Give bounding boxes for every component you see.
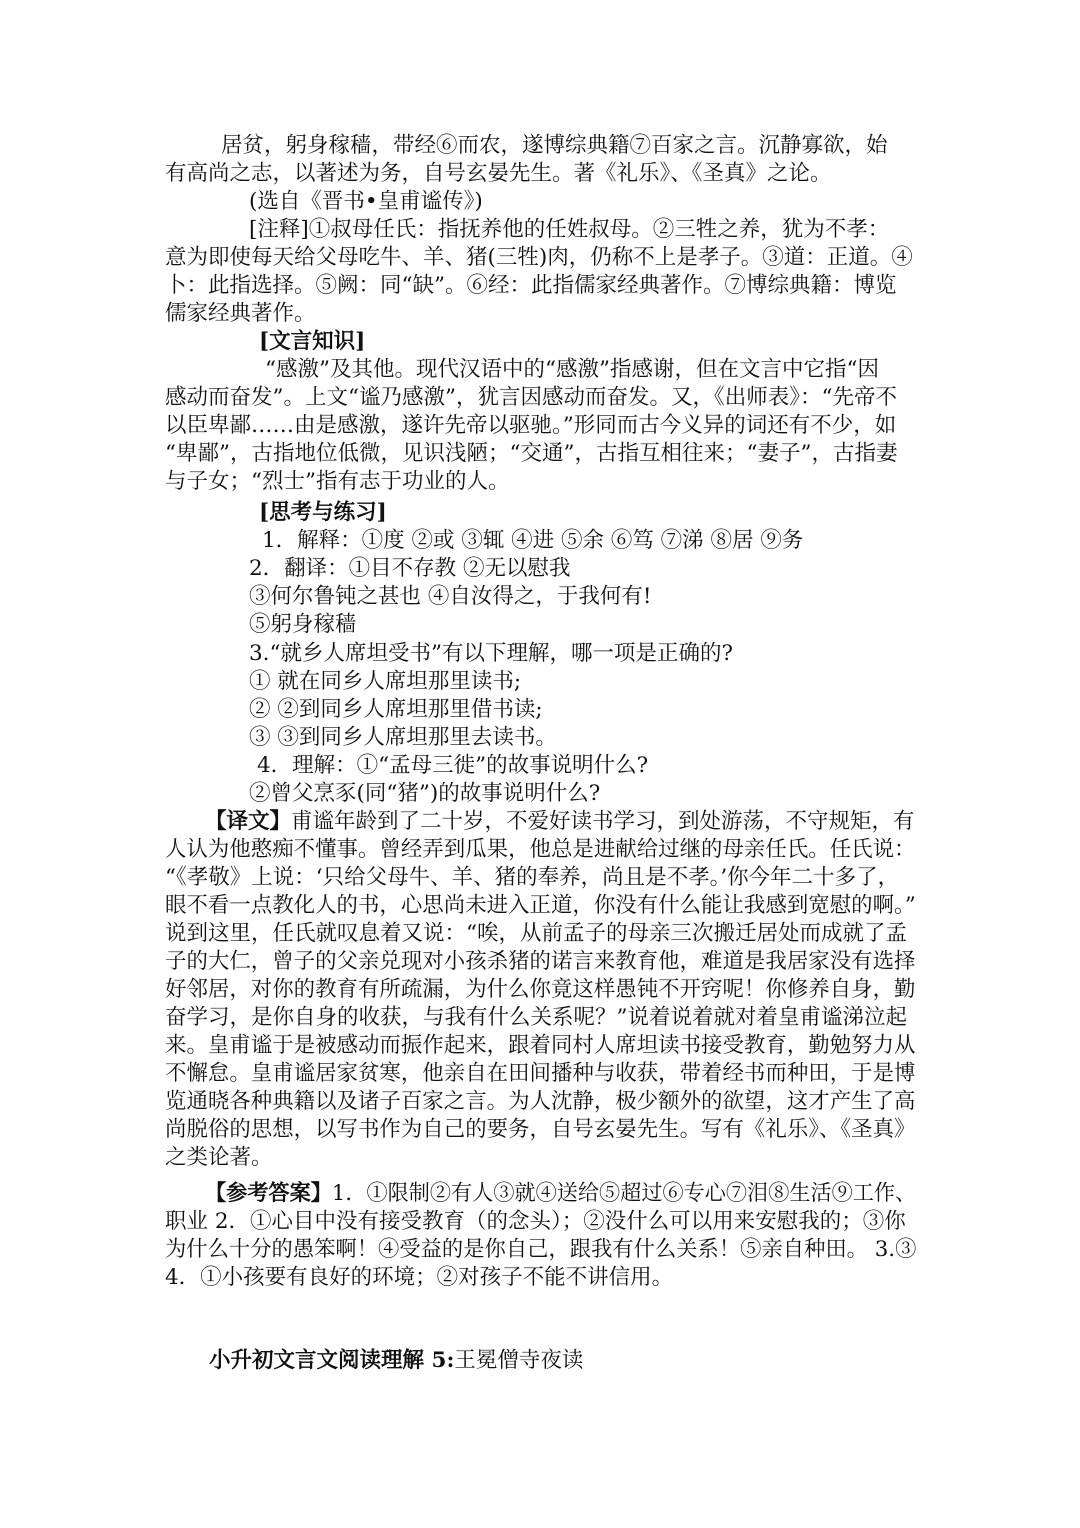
- answers-label: 【参考答案】: [205, 1181, 332, 1206]
- answers-line: 4．①小孩要有良好的环境；②对孩子不能不讲信用。: [165, 1265, 674, 1290]
- answers-line: 为什么十分的愚笨啊！④受益的是你自己，跟我有什么关系！⑤亲自种田。 3.③: [165, 1237, 917, 1262]
- knowledge-line: 以臣卑鄙……由是感激，遂许先帝以驱驰。”形同而古今义异的词还有不少，如: [165, 413, 897, 438]
- exercise-line: 2．翻译：①目不存教 ②无以慰我: [249, 556, 571, 581]
- notes-line: 卜：此指选择。⑤阙：同“缺”。⑥经：此指儒家经典著作。⑦博综典籍：博览: [165, 273, 897, 298]
- exercise-line: ③ ③到同乡人席坦那里去读书。: [249, 725, 557, 750]
- knowledge-line: “感激”及其他。现代汉语中的“感激”指感谢，但在文言中它指“因: [265, 357, 879, 382]
- passage-line: 居贫，躬身稼穑，带经⑥而农，遂博综典籍⑦百家之言。沉静寡欲，始: [221, 133, 888, 158]
- exercise-line: ① 就在同乡人席坦那里读书;: [249, 669, 522, 694]
- section-title: [209, 1346, 583, 1375]
- passage-line: 有高尚之志，以著述为务，自号玄晏先生。著《礼乐》、《圣真》之论。: [165, 161, 832, 186]
- translation-line: 览通晓各种典籍以及诸子百家之言。为人沈静，极少额外的欲望，这才产生了高: [165, 1089, 916, 1114]
- notes-line: [注释]①叔母任氏：指抚养他的任姓叔母。②三牲之养，犹为不孝：: [249, 217, 890, 242]
- answers-line: [205, 1179, 916, 1208]
- translation-line: 奋学习，是你自身的收获，与我有什么关系呢？”说着说着就对着皇甫谧涕泣起: [165, 1005, 907, 1030]
- translation-line: 人认为他憨痴不懂事。曾经弄到瓜果，他总是进献给过继的母亲任氏。任氏说：: [165, 837, 916, 862]
- notes-line: 儒家经典著作。: [165, 301, 316, 326]
- translation-line: “《孝敬》上说：‘只给父母牛、羊、猪的奉养，尚且是不孝。’你今年二十多了，: [165, 865, 900, 890]
- translation-line: 来。皇甫谧于是被感动而振作起来，跟着同村人席坦读书接受教育，勤勉努力从: [165, 1033, 916, 1058]
- translation-line: 子的大仁，曾子的父亲兑现对小孩杀猪的诺言来教育他，难道是我居家没有选择: [165, 949, 916, 974]
- answers-line: 职业 2．①心目中没有接受教育（的念头）；②没什么可以用来安慰我的；③你: [165, 1209, 906, 1234]
- exercise-line: 3.“就乡人席坦受书”有以下理解，哪一项是正确的?: [249, 641, 734, 666]
- passage-source: (选自《晋书•皇甫谧传》): [249, 189, 483, 214]
- answers-text: 1．①限制②有人③就④送给⑤超过⑥专心⑦泪⑧生活⑨工作、: [331, 1181, 917, 1206]
- knowledge-line: 感动而奋发”。上文“谧乃感激”，犹言因感动而奋发。又，《出师表》：“先帝不: [165, 385, 897, 410]
- exercise-line: ② ②到同乡人席坦那里借书读;: [249, 697, 543, 722]
- exercise-line: ③何尔鲁钝之甚也 ④自汝得之，于我何有!: [249, 584, 652, 609]
- exercise-line: 1．解释：①度 ②或 ③辄 ④进 ⑤余 ⑥笃 ⑦涕 ⑧居 ⑨务: [262, 528, 804, 553]
- translation-line: 不懈怠。皇甫谧居家贫寒，他亲自在田间播种与收获，带着经书而种田，于是博: [165, 1061, 916, 1086]
- translation-line: [205, 807, 915, 836]
- translation-line: 眼不看一点教化人的书，心思尚未进入正道，你没有什么能让我感到宽慰的啊。”: [165, 893, 916, 918]
- section-title-number: 小升初文言文阅读理解 5:: [209, 1348, 455, 1373]
- translation-label: 【译文】: [205, 809, 292, 834]
- knowledge-heading: [文言知识]: [259, 329, 366, 354]
- knowledge-line: 与子女；“烈士”指有志于功业的人。: [165, 469, 510, 494]
- section-title-name: 王冕僧寺夜读: [454, 1348, 584, 1373]
- translation-line: 之类论著。: [165, 1145, 273, 1170]
- translation-text: 甫谧年龄到了二十岁，不爱好读书学习，到处游荡，不守规矩，有: [291, 809, 915, 834]
- exercise-line: ②曾父烹豕(同“猪”)的故事说明什么?: [249, 781, 601, 806]
- translation-line: 好邻居，对你的教育有所疏漏，为什么你竟这样愚钝不开窍呢！你修养自身，勤: [165, 977, 916, 1002]
- notes-line: 意为即使每天给父母吃牛、羊、猪(三牲)肉，仍称不上是孝子。③道：正道。④: [165, 245, 913, 270]
- exercise-heading: [思考与练习]: [259, 500, 387, 525]
- translation-line: 说到这里，任氏就叹息着又说：“唉，从前孟子的母亲三次搬迁居处而成就了孟: [165, 921, 907, 946]
- translation-line: 尚脱俗的思想，以写书作为自己的要务，自号玄晏先生。写有《礼乐》、《圣真》: [165, 1117, 916, 1142]
- knowledge-line: “卑鄙”，古指地位低微，见识浅陋；“交通”，古指互相往来；“妻子”，古指妻: [165, 441, 898, 466]
- exercise-line: ⑤躬身稼穑: [249, 612, 357, 637]
- exercise-line: 4．理解：①“孟母三徙”的故事说明什么?: [257, 753, 649, 778]
